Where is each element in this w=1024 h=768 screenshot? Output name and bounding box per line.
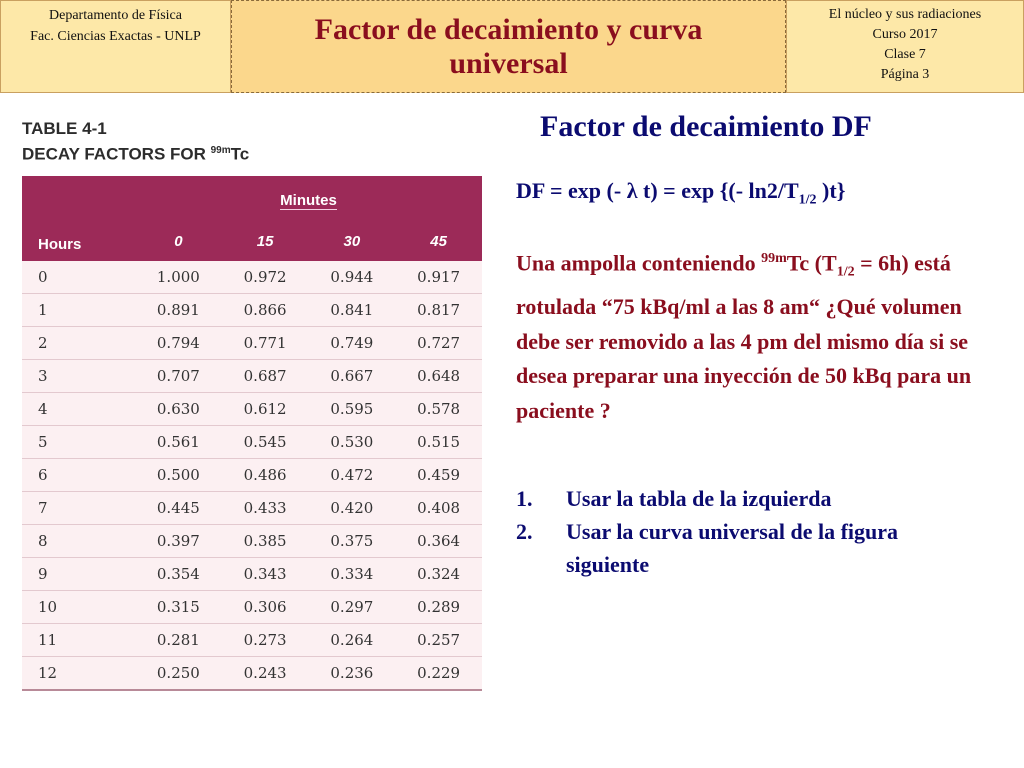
step-text: Usar la curva universal de la figura siguiente (566, 519, 899, 577)
decay-factor-cell: 0.648 (395, 360, 482, 393)
decay-factor-cell: 0.420 (309, 492, 396, 525)
decay-factor-cell: 0.944 (309, 261, 396, 294)
table-caption-title (22, 140, 249, 166)
course-name: El núcleo y sus radiaciones (828, 7, 982, 22)
decay-factor-cell: 0.707 (135, 360, 222, 393)
decay-factor-cell: 0.530 (309, 426, 396, 459)
decay-factor-cell: 0.354 (135, 558, 222, 591)
page-title: Factor de decaimiento y curva universal (314, 12, 703, 80)
decay-factor-cell: 0.289 (395, 591, 482, 624)
table-row (22, 657, 482, 691)
caption-element: Tc (230, 144, 250, 164)
class-number: Clase 7 (884, 47, 926, 62)
step-text: Usar la tabla de la izquierda (566, 486, 832, 511)
decay-factor-cell: 0.817 (395, 294, 482, 327)
decay-factors-table (22, 176, 482, 691)
decay-factor-cell: 0.727 (395, 327, 482, 360)
decay-factor-cell: 0.315 (135, 591, 222, 624)
decay-factor-cell: 0.297 (309, 591, 396, 624)
decay-factor-cell: 0.273 (222, 624, 309, 657)
formula-end: )t} (816, 178, 846, 203)
table-row (22, 261, 482, 294)
hours-header: Hours (22, 176, 135, 261)
step-item (516, 515, 986, 581)
department-label: Departamento de Física (49, 8, 182, 23)
decay-factor-cell: 0.972 (222, 261, 309, 294)
decay-factor-cell: 0.630 (135, 393, 222, 426)
hour-cell: 8 (22, 525, 135, 558)
decay-factor-cell: 0.687 (222, 360, 309, 393)
decay-factor-cell: 0.459 (395, 459, 482, 492)
decay-factor-cell: 0.486 (222, 459, 309, 492)
hour-cell: 10 (22, 591, 135, 624)
decay-factor-cell: 0.771 (222, 327, 309, 360)
hour-cell: 9 (22, 558, 135, 591)
minutes-header (135, 176, 482, 221)
caption-text: DECAY FACTORS FOR (22, 144, 211, 164)
table-row (22, 591, 482, 624)
caption-superscript: 99m (210, 145, 231, 156)
decay-factor-cell: 0.445 (135, 492, 222, 525)
decay-formula (516, 178, 986, 208)
hour-cell: 7 (22, 492, 135, 525)
formula-subscript: 1/2 (798, 192, 817, 208)
header-left-box (0, 0, 231, 93)
decay-factor-cell: 0.229 (395, 657, 482, 691)
decay-factor-cell: 0.578 (395, 393, 482, 426)
decay-factor-cell: 0.397 (135, 525, 222, 558)
minute-column-header: 30 (309, 221, 396, 261)
table-row (22, 327, 482, 360)
decay-factor-cell: 0.891 (135, 294, 222, 327)
decay-factor-cell: 0.917 (395, 261, 482, 294)
decay-factor-cell: 0.236 (309, 657, 396, 691)
formula-text: DF = exp (- λ t) = exp {(- ln2/T (516, 178, 799, 203)
decay-factor-cell: 0.250 (135, 657, 222, 691)
decay-factor-cell: 0.515 (395, 426, 482, 459)
table-row (22, 360, 482, 393)
decay-factor-cell: 0.243 (222, 657, 309, 691)
faculty-label: Fac. Ciencias Exactas - UNLP (30, 29, 201, 44)
table-row (22, 426, 482, 459)
table-row (22, 558, 482, 591)
table-caption (22, 118, 249, 166)
decay-factor-cell: 0.264 (309, 624, 396, 657)
problem-text-a: Una ampolla conteniendo (516, 250, 762, 276)
steps-list (516, 482, 986, 581)
hour-cell: 12 (22, 657, 135, 691)
problem-text-b: Tc (T (786, 250, 837, 276)
minute-column-header: 0 (135, 221, 222, 261)
decay-factor-cell: 0.794 (135, 327, 222, 360)
table-row (22, 294, 482, 327)
decay-factor-cell: 0.667 (309, 360, 396, 393)
problem-subscript: 1/2 (836, 264, 855, 280)
decay-factor-cell: 0.545 (222, 426, 309, 459)
decay-factor-cell: 0.324 (395, 558, 482, 591)
decay-factor-cell: 0.257 (395, 624, 482, 657)
step-item (516, 482, 986, 515)
decay-factor-cell: 0.306 (222, 591, 309, 624)
table-row (22, 624, 482, 657)
table-row (22, 492, 482, 525)
table-row (22, 393, 482, 426)
hour-cell: 3 (22, 360, 135, 393)
decay-factor-cell: 0.364 (395, 525, 482, 558)
hour-cell: 1 (22, 294, 135, 327)
table-row (22, 525, 482, 558)
problem-superscript: 99m (761, 251, 787, 266)
hour-cell: 4 (22, 393, 135, 426)
decay-factor-cell: 0.500 (135, 459, 222, 492)
section-heading: Factor de decaimiento DF (540, 110, 872, 143)
decay-factor-cell: 0.385 (222, 525, 309, 558)
table-row (22, 459, 482, 492)
decay-factor-cell: 0.343 (222, 558, 309, 591)
minutes-label: Minutes (280, 191, 337, 209)
decay-factor-cell: 0.375 (309, 525, 396, 558)
minute-column-header: 15 (222, 221, 309, 261)
decay-factor-cell: 0.561 (135, 426, 222, 459)
hour-cell: 2 (22, 327, 135, 360)
hour-cell: 11 (22, 624, 135, 657)
hour-cell: 6 (22, 459, 135, 492)
header-right-box (786, 0, 1024, 93)
decay-factor-cell: 0.281 (135, 624, 222, 657)
minute-column-header: 45 (395, 221, 482, 261)
step-number: 2. (516, 519, 533, 544)
decay-factor-cell: 0.472 (309, 459, 396, 492)
decay-factor-cell: 0.595 (309, 393, 396, 426)
decay-factor-cell: 0.334 (309, 558, 396, 591)
decay-factor-cell: 0.841 (309, 294, 396, 327)
page-number: Página 3 (880, 67, 930, 82)
decay-factor-cell: 0.408 (395, 492, 482, 525)
problem-text-c: = 6h) está rotulada “75 kBq/ml a las 8 am“ ¿Qué volumen debe ser removido a las 4 pm del mismo día si se desea preparar una inyección de 50 kBq para un paciente ? (516, 250, 972, 423)
decay-factor-cell: 1.000 (135, 261, 222, 294)
course-year: Curso 2017 (872, 27, 938, 42)
hour-cell: 0 (22, 261, 135, 294)
header-title-box (231, 0, 786, 93)
table-caption-number: TABLE 4-1 (22, 119, 107, 138)
decay-factor-cell: 0.749 (309, 327, 396, 360)
decay-factor-cell: 0.612 (222, 393, 309, 426)
step-number: 1. (516, 486, 533, 511)
decay-factor-cell: 0.866 (222, 294, 309, 327)
decay-factor-cell: 0.433 (222, 492, 309, 525)
hour-cell: 5 (22, 426, 135, 459)
problem-statement (516, 242, 976, 428)
